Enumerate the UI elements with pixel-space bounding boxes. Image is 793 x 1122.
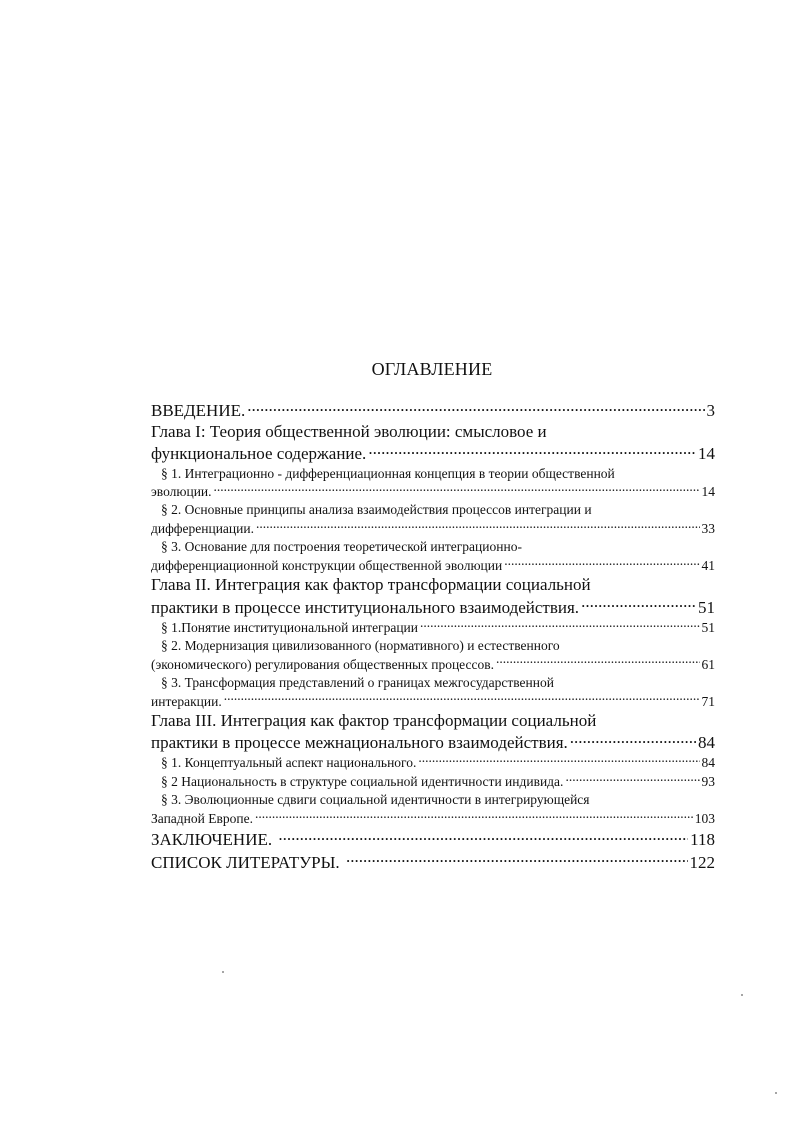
scan-speck (741, 994, 743, 996)
toc-chapter-entry (151, 851, 715, 874)
dot-leader (256, 520, 700, 534)
toc-entry-title: (экономического) регулирования общественных процессов. (151, 656, 494, 672)
toc-section-entry (151, 791, 715, 828)
dot-leader (346, 851, 688, 868)
toc-chapter-entry (151, 711, 715, 754)
toc-entry-title-line: § 3. Основание для построения теоретической интеграционно- (161, 539, 522, 555)
toc-section-entry (161, 754, 715, 773)
toc-entry-title: § 2 Национальность в структуре социальной идентичности индивида. (161, 773, 564, 789)
dot-leader (224, 692, 700, 706)
toc-entry-title-line: § 1. Интеграционно - дифференциационная концепция в теории общественной (161, 465, 615, 481)
toc-chapter-entry (151, 399, 715, 422)
dot-leader (278, 828, 688, 845)
toc-section-entry (161, 772, 715, 791)
toc-page-number: 51 (698, 597, 715, 617)
toc-section-entry (151, 501, 715, 538)
toc-section-entry (151, 674, 715, 711)
dot-leader (418, 754, 699, 768)
toc-page-number: 41 (701, 558, 715, 574)
toc-entry-title-line: § 2. Модернизация цивилизованного (нормативного) и естественного (161, 637, 560, 653)
toc-entry-title-line: Глава II. Интеграция как фактор трансформации социальной (151, 575, 591, 595)
scan-speck (775, 1092, 777, 1094)
toc-page-number: 122 (689, 852, 715, 872)
dot-leader (255, 809, 693, 823)
toc-chapter-entry (151, 828, 715, 851)
toc-entry-title: ЗАКЛЮЧЕНИЕ. (151, 830, 277, 850)
toc-entry-title: дифференциационной конструкции общественной эволюции (151, 558, 503, 574)
toc-page-number: 84 (698, 733, 715, 753)
toc-entry-title: функциональное содержание. (151, 444, 367, 463)
toc-page-number: 93 (701, 773, 715, 789)
dot-leader (214, 483, 700, 497)
toc-page-number: 118 (690, 830, 715, 850)
dot-leader (368, 442, 696, 459)
toc-entry-title: ВВЕДЕНИЕ. (151, 401, 246, 420)
toc-page-number: 71 (701, 693, 715, 709)
toc-page-number: 3 (706, 401, 715, 420)
dot-leader (504, 557, 699, 571)
toc-page-number: 33 (701, 521, 715, 537)
dot-leader (420, 618, 699, 632)
toc-page-number: 84 (701, 755, 715, 771)
toc-entry-title: практики в процессе институционального взаимодействия. (151, 597, 580, 617)
toc-entry-title: практики в процессе межнационального взаимодействия. (151, 733, 568, 753)
toc-entry-title: § 1.Понятие институциональной интеграции (161, 619, 419, 635)
scan-speck (222, 971, 224, 973)
toc-section-entry (151, 637, 715, 674)
toc-entry-title: дифференциации. (151, 521, 254, 537)
toc-section-entry (161, 618, 715, 637)
page-title: ОГЛАВЛЕНИЕ (371, 359, 493, 379)
toc-section-entry (151, 538, 715, 575)
table-of-contents (151, 399, 715, 873)
toc-entry-title: СПИСОК ЛИТЕРАТУРЫ. (151, 852, 344, 872)
toc-entry-title-line: § 2. Основные принципы анализа взаимодействия процессов интеграции и (161, 502, 592, 518)
toc-section-entry (151, 465, 715, 502)
toc-entry-title: эволюции. (151, 484, 212, 500)
toc-entry-title: Западной Европе. (151, 810, 253, 826)
dot-leader (565, 772, 699, 786)
toc-entry-title: § 1. Концептуальный аспект национального. (161, 755, 417, 771)
toc-entry-title-line: § 3. Эволюционные сдвиги социальной идентичности в интегрирующейся (161, 792, 590, 808)
toc-chapter-entry (151, 422, 715, 465)
toc-page-number: 51 (701, 619, 715, 635)
toc-entry-title: интеракции. (151, 693, 222, 709)
dot-leader (496, 655, 700, 669)
toc-page-number: 61 (701, 656, 715, 672)
dot-leader (247, 399, 704, 416)
toc-entry-title-line: § 3. Трансформация представлений о границах межгосударственной (161, 674, 554, 690)
toc-chapter-entry (151, 575, 715, 618)
toc-page-number: 103 (694, 810, 715, 826)
toc-page-number: 14 (701, 484, 715, 500)
toc-entry-title-line: Глава I: Теория общественной эволюции: смысловое и (151, 421, 547, 441)
dot-leader (570, 731, 696, 748)
toc-page-number: 14 (698, 444, 715, 463)
dot-leader (581, 596, 696, 613)
toc-entry-title-line: Глава III. Интеграция как фактор трансформации социальной (151, 710, 597, 730)
